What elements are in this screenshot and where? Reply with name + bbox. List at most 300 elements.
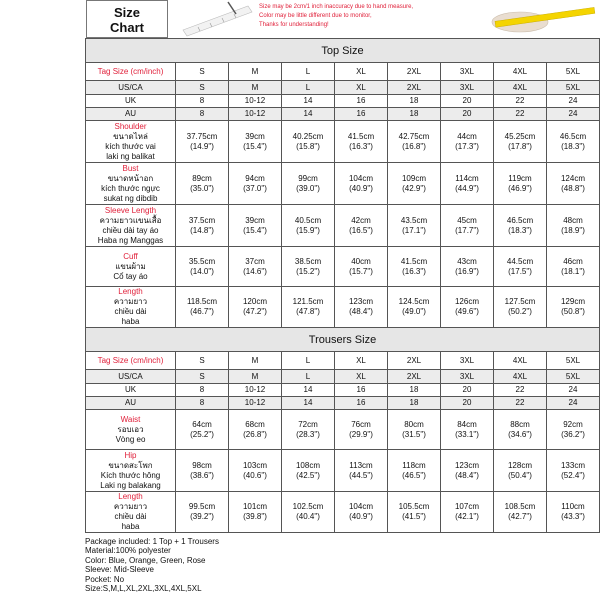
cell: XL (335, 81, 388, 95)
size-header-cell: 5XL (547, 352, 600, 370)
inch-value: (15.4") (243, 141, 267, 151)
measure-cell (176, 492, 229, 533)
cm-value: 40cm (351, 256, 371, 266)
cm-value: 37.75cm (186, 131, 218, 141)
cell: 22 (494, 108, 547, 121)
cell: 14 (282, 384, 335, 397)
inch-value: (39.2") (190, 512, 214, 521)
measure-translation: Kích thước hông (100, 470, 161, 480)
measure-translation: ขนาดไหล่ (113, 131, 148, 141)
inch-value: (48.4") (455, 470, 479, 480)
measure-translation: รอบเอว (117, 424, 144, 434)
cm-value: 42cm (351, 215, 371, 225)
measure-cell (229, 121, 282, 163)
size-header-cell: L (282, 63, 335, 81)
cell: 10-12 (229, 95, 282, 108)
inch-value: (43.3") (561, 512, 585, 521)
row-label: UK (86, 384, 176, 397)
cm-value: 44.5cm (506, 256, 534, 266)
cm-value: 128cm (507, 460, 532, 470)
measure-cell (282, 287, 335, 328)
measure-cell (494, 247, 547, 287)
inch-value: (31.5") (402, 429, 426, 439)
measure-cell (282, 247, 335, 287)
detail-line: Material:100% polyester (85, 546, 171, 556)
measure-cell (335, 287, 388, 328)
measure-translation: ขนาดหน้าอก (107, 173, 154, 183)
cm-value: 99.5cm (188, 502, 216, 511)
measure-title: Length (118, 287, 143, 296)
cm-value: 127.5cm (504, 297, 536, 306)
inch-value: (16.3") (402, 266, 426, 276)
measure-cell (176, 410, 229, 450)
cell: XL (335, 370, 388, 384)
inch-value: (15.8") (296, 141, 320, 151)
cell: 14 (282, 397, 335, 410)
measure-cell (282, 410, 335, 450)
size-header-cell: 2XL (388, 352, 441, 370)
measure-title: Shoulder (114, 121, 147, 131)
measure-cell (388, 287, 441, 328)
cell: 3XL (441, 81, 494, 95)
measure-cell (229, 410, 282, 450)
size-chart-title (86, 0, 168, 38)
chart-title-line1: Size (113, 5, 140, 20)
measure-cell (441, 121, 494, 163)
row-label: UK (86, 95, 176, 108)
cm-value: 105.5cm (398, 502, 430, 511)
product-details (85, 537, 285, 593)
cm-value: 126cm (454, 297, 479, 306)
measure-cell (335, 492, 388, 533)
measure-cell (335, 410, 388, 450)
trousers-uk-row (86, 384, 600, 397)
cm-value: 46cm (563, 256, 583, 266)
measure-label (86, 492, 176, 533)
inch-value: (42.5") (296, 470, 320, 480)
inch-value: (50.2") (508, 307, 532, 316)
cm-value: 103cm (242, 460, 267, 470)
cm-value: 120cm (242, 297, 267, 306)
size-header-cell: 3XL (441, 63, 494, 81)
inch-value: (37.0") (243, 183, 267, 193)
size-header-cell: 3XL (441, 352, 494, 370)
cm-value: 118cm (402, 460, 426, 470)
measuring-tape-illustration (178, 0, 260, 38)
measure-translation: Vòng eo (115, 434, 146, 444)
inch-value: (17.3") (455, 141, 479, 151)
cm-value: 84cm (457, 419, 477, 429)
measure-cell (335, 247, 388, 287)
cm-value: 41.5cm (400, 256, 428, 266)
cm-value: 94cm (245, 173, 265, 183)
measure-cell (547, 287, 600, 328)
cm-value: 39cm (245, 215, 265, 225)
measure-translation: Haba ng Manggas (97, 235, 164, 245)
cell: 2XL (388, 81, 441, 95)
measure-cell (494, 450, 547, 492)
measure-title: Length (118, 492, 143, 501)
measure-label (86, 450, 176, 492)
cm-value: 40.5cm (294, 215, 322, 225)
cm-value: 43cm (457, 256, 477, 266)
inch-value: (46.9") (508, 183, 532, 193)
cm-value: 72cm (298, 419, 318, 429)
cm-value: 48cm (563, 215, 583, 225)
cell: 22 (494, 397, 547, 410)
cell: S (176, 81, 229, 95)
top-section-header-row (86, 39, 600, 63)
top-measure-rows (86, 121, 600, 328)
cm-value: 80cm (404, 419, 424, 429)
trousers-au-row (86, 397, 600, 410)
size-header-cell: XL (335, 63, 388, 81)
cell: M (229, 370, 282, 384)
measure-cell (388, 121, 441, 163)
cm-value: 101cm (242, 502, 267, 511)
cm-value: 99cm (298, 173, 318, 183)
cm-value: 123cm (454, 460, 479, 470)
cell: 4XL (494, 370, 547, 384)
inch-value: (48.4") (349, 307, 373, 316)
measure-translation: kích thước vai (105, 141, 156, 151)
cm-value: 124.5cm (398, 297, 430, 306)
measure-cell (335, 205, 388, 247)
cm-value: 129cm (560, 297, 585, 306)
measure-cell (547, 410, 600, 450)
detail-line: Sleeve: Mid-Sleeve (85, 565, 154, 575)
measure-translation: haba (121, 317, 140, 326)
inch-value: (38.6") (190, 470, 214, 480)
inch-value: (18.9") (561, 225, 585, 235)
inch-value: (15.7") (349, 266, 373, 276)
measure-cell (441, 163, 494, 205)
cm-value: 64cm (192, 419, 212, 429)
measure-cell (441, 410, 494, 450)
measure-label (86, 287, 176, 328)
cell: 14 (282, 108, 335, 121)
cell: 5XL (547, 81, 600, 95)
measure-cell (388, 410, 441, 450)
measure-cell (441, 492, 494, 533)
row-label: AU (86, 397, 176, 410)
inch-value: (40.9") (349, 183, 373, 193)
measure-row (86, 205, 600, 247)
measure-cell (441, 205, 494, 247)
measure-translation: Cổ tay áo (113, 271, 148, 281)
measure-cell (441, 450, 494, 492)
cm-value: 113cm (349, 460, 373, 470)
measure-cell (494, 121, 547, 163)
measure-cell (282, 205, 335, 247)
cell: 2XL (388, 370, 441, 384)
note-line: Thanks for understanding! (259, 22, 329, 28)
cm-value: 108.5cm (504, 502, 536, 511)
cell: 8 (176, 95, 229, 108)
trousers-size-title: Trousers Size (86, 328, 600, 352)
trousers-size-table (85, 327, 600, 533)
measure-cell (229, 287, 282, 328)
measure-cell (335, 450, 388, 492)
top-size-title: Top Size (86, 39, 600, 63)
row-label: US/CA (86, 370, 176, 384)
measure-title: Hip (124, 450, 137, 460)
size-header-cell: M (229, 352, 282, 370)
cm-value: 123cm (348, 297, 373, 306)
cell: 8 (176, 108, 229, 121)
cell: 18 (388, 108, 441, 121)
measure-cell (494, 492, 547, 533)
inch-value: (29.9") (349, 429, 373, 439)
inch-value: (18.3") (508, 225, 532, 235)
measure-cell (441, 247, 494, 287)
measure-cell (176, 287, 229, 328)
cell: L (282, 370, 335, 384)
measure-cell (282, 121, 335, 163)
cm-value: 42.75cm (398, 131, 430, 141)
inch-value: (18.1") (561, 266, 585, 276)
inch-value: (36.2") (561, 429, 585, 439)
cell: 18 (388, 95, 441, 108)
measure-translation: แขนผ้าม (115, 261, 146, 271)
inch-value: (14.9") (190, 141, 214, 151)
measure-translation: sukat ng dibdib (103, 193, 158, 203)
measure-cell (176, 205, 229, 247)
cm-value: 110cm (561, 502, 585, 511)
measure-cell (282, 450, 335, 492)
cm-value: 92cm (563, 419, 583, 429)
inch-value: (46.5") (402, 470, 426, 480)
measure-translation: ความยาวแขนเสื้อ (99, 215, 162, 225)
cell: 24 (547, 397, 600, 410)
measure-cell (229, 492, 282, 533)
measure-cell (494, 410, 547, 450)
note-line: Size may be 2cm/1 inch inaccuracy due to hand measure, (259, 4, 414, 10)
measure-title: Sleeve Length (104, 205, 157, 215)
trousers-usca-row (86, 370, 600, 384)
cm-value: 40.25cm (292, 131, 324, 141)
inch-value: (28.3") (296, 429, 320, 439)
cm-value: 76cm (351, 419, 371, 429)
measure-title: Bust (122, 163, 139, 173)
inch-value: (33.1") (455, 429, 479, 439)
measure-row (86, 492, 600, 533)
cell: 10-12 (229, 397, 282, 410)
row-label: AU (86, 108, 176, 121)
measure-label (86, 205, 176, 247)
detail-line: Size:S,M,L,XL,2XL,3XL,4XL,5XL (85, 584, 202, 594)
cell: 16 (335, 397, 388, 410)
measure-cell (388, 247, 441, 287)
cm-value: 133cm (560, 460, 585, 470)
inch-value: (25.2") (190, 429, 214, 439)
inch-value: (47.8") (296, 307, 320, 316)
measure-cell (547, 205, 600, 247)
measure-label (86, 163, 176, 205)
measure-label (86, 410, 176, 450)
cm-value: 104cm (348, 502, 373, 511)
cell: S (176, 370, 229, 384)
size-header-cell: XL (335, 352, 388, 370)
trousers-section-header-row (86, 328, 600, 352)
cm-value: 102.5cm (292, 502, 324, 511)
measure-cell (494, 205, 547, 247)
measure-translation: haba (121, 522, 140, 531)
cell: 22 (494, 95, 547, 108)
cm-value: 35.5cm (188, 256, 216, 266)
measure-cell (441, 287, 494, 328)
cm-value: 118.5cm (186, 297, 218, 306)
cm-value: 38.5cm (294, 256, 322, 266)
detail-line: Package included: 1 Top + 1 Trousers (85, 537, 219, 546)
inch-value: (15.9") (296, 225, 320, 235)
inch-value: (49.6") (455, 307, 479, 316)
note-line: Color may be little different due to monitor, (259, 13, 372, 19)
inch-value: (52.4") (561, 470, 585, 480)
tag-size-label: Tag Size (cm/inch) (86, 352, 176, 370)
measure-cell (176, 163, 229, 205)
inch-value: (42.1") (455, 512, 479, 521)
inch-value: (17.8") (508, 141, 532, 151)
cell: 24 (547, 95, 600, 108)
cell: 14 (282, 95, 335, 108)
cell: 24 (547, 384, 600, 397)
measure-cell (176, 247, 229, 287)
inch-value: (46.7") (190, 307, 214, 316)
measure-label (86, 247, 176, 287)
cm-value: 46.5cm (559, 131, 587, 141)
cm-value: 109cm (401, 173, 426, 183)
cm-value: 41.5cm (347, 131, 375, 141)
cell: 22 (494, 384, 547, 397)
measure-cell (494, 287, 547, 328)
cell: 8 (176, 384, 229, 397)
measure-translation: ความยาว (113, 297, 148, 306)
inch-value: (40.4") (296, 512, 320, 521)
inch-value: (42.9") (402, 183, 426, 193)
measure-cell (547, 247, 600, 287)
size-header-cell: S (176, 63, 229, 81)
inch-value: (48.8") (561, 183, 585, 193)
cell: 18 (388, 384, 441, 397)
cm-value: 104cm (348, 173, 373, 183)
tape-on-hand-illustration (480, 0, 600, 38)
inch-value: (26.8") (243, 429, 267, 439)
measure-cell (229, 247, 282, 287)
size-header-cell: M (229, 63, 282, 81)
cm-value: 43.5cm (400, 215, 428, 225)
inch-value: (16.5") (349, 225, 373, 235)
measure-row (86, 410, 600, 450)
measure-cell (547, 492, 600, 533)
measure-translation: chiều dài (114, 307, 147, 316)
inch-value: (14.8") (190, 225, 214, 235)
cell: L (282, 81, 335, 95)
cell: 8 (176, 397, 229, 410)
cell: 20 (441, 384, 494, 397)
cm-value: 44cm (457, 131, 477, 141)
cell: 16 (335, 95, 388, 108)
top-usca-row (86, 81, 600, 95)
size-header-cell: 4XL (494, 352, 547, 370)
measure-row (86, 450, 600, 492)
inch-value: (35.0") (190, 183, 214, 193)
inch-value: (18.3") (561, 141, 585, 151)
measure-row (86, 247, 600, 287)
cm-value: 108cm (295, 460, 320, 470)
disclaimer-notes (259, 3, 479, 30)
measure-row (86, 287, 600, 328)
measure-cell (388, 163, 441, 205)
cm-value: 98cm (192, 460, 212, 470)
size-header-cell: 4XL (494, 63, 547, 81)
measure-translation: kích thước ngực (101, 183, 160, 193)
inch-value: (47.2") (243, 307, 267, 316)
cell: 20 (441, 95, 494, 108)
trousers-measure-rows (86, 410, 600, 533)
measure-cell (176, 121, 229, 163)
inch-value: (34.6") (508, 429, 532, 439)
cm-value: 37cm (245, 256, 265, 266)
top-size-table (85, 38, 600, 328)
cell: 3XL (441, 370, 494, 384)
cm-value: 124cm (560, 173, 585, 183)
measure-row (86, 121, 600, 163)
measure-cell (388, 205, 441, 247)
cm-value: 88cm (510, 419, 530, 429)
cm-value: 45.25cm (504, 131, 536, 141)
inch-value: (40.6") (243, 470, 267, 480)
inch-value: (17.1") (402, 225, 426, 235)
inch-value: (40.9") (349, 512, 373, 521)
cm-value: 37.5cm (188, 215, 216, 225)
cell: 24 (547, 108, 600, 121)
detail-line: Color: Blue, Orange, Green, Rose (85, 555, 206, 565)
cm-value: 45cm (457, 215, 477, 225)
cm-value: 39cm (245, 131, 265, 141)
measure-cell (335, 121, 388, 163)
top-uk-row (86, 95, 600, 108)
measure-cell (547, 163, 600, 205)
cm-value: 119cm (508, 173, 532, 183)
measure-cell (282, 492, 335, 533)
inch-value: (44.9") (455, 183, 479, 193)
cell: 18 (388, 397, 441, 410)
size-header-cell: 2XL (388, 63, 441, 81)
inch-value: (42.7") (508, 512, 532, 521)
inch-value: (16.3") (349, 141, 373, 151)
measure-row (86, 163, 600, 205)
measure-cell (388, 450, 441, 492)
inch-value: (44.5") (349, 470, 373, 480)
measure-label (86, 121, 176, 163)
size-header-cell: 5XL (547, 63, 600, 81)
measure-translation: ขนาดสะโพก (108, 460, 153, 470)
inch-value: (15.2") (296, 266, 320, 276)
measure-translation: Laki ng balakang (100, 480, 161, 490)
measure-title: Waist (120, 414, 141, 424)
measure-cell (229, 163, 282, 205)
inch-value: (17.5") (508, 266, 532, 276)
cell: 10-12 (229, 384, 282, 397)
cell: 4XL (494, 81, 547, 95)
cm-value: 114cm (455, 173, 479, 183)
cell: 20 (441, 108, 494, 121)
cm-value: 121.5cm (292, 297, 324, 306)
inch-value: (16.9") (455, 266, 479, 276)
cm-value: 89cm (192, 173, 212, 183)
cm-value: 107cm (454, 502, 479, 511)
